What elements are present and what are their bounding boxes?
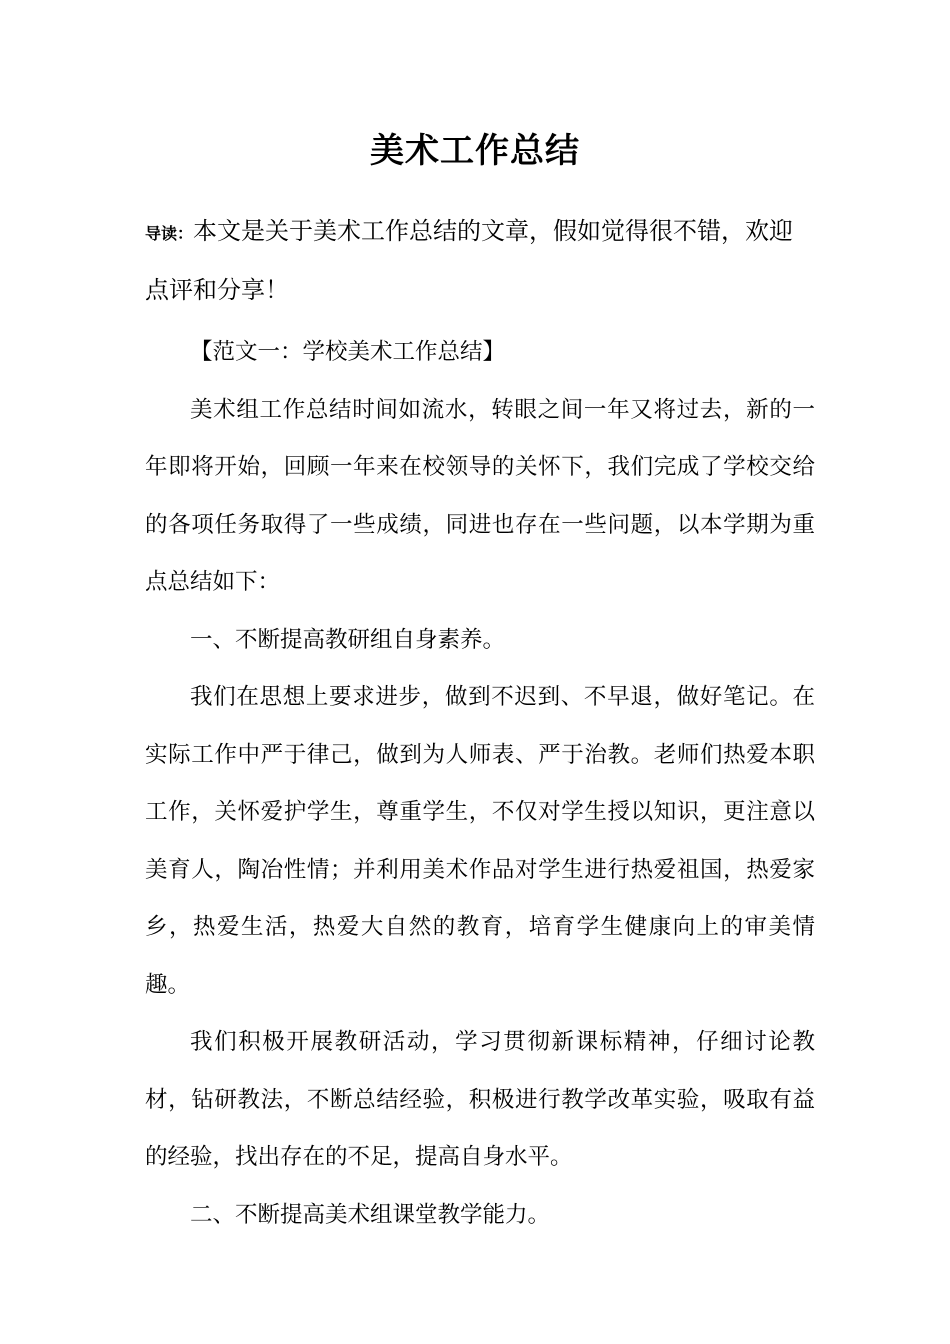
body-paragraph: 我们在思想上要求进步，做到不迟到、不早退，做好笔记。在实际工作中严于律己，做到为人师表、严于治教。老师们热爱本职工作，关怀爱护学生，尊重学生，不仅对学生授以知识，更注意以美育人，陶冶性情；并利用美术作品对学生进行热爱祖国，热爱家乡，热爱生活，热爱大自然的教育，培育学生健康向上的审美情趣。 <box>145 684 815 998</box>
document-title: 美术工作总结 <box>370 131 580 171</box>
body-paragraph: 美术组工作总结时间如流水，转眼之间一年又将过去，新的一年即将开始，回顾一年来在校领导的关怀下，我们完成了学校交给的各项任务取得了一些成绩，同进也存在一些问题，以本学期为重点总结如下： <box>145 396 815 595</box>
intro-text: 本文是关于美术工作总结的文章，假如觉得很不错，欢迎点评和分享！ <box>145 217 794 304</box>
section-heading-two: 二、不断提高美术组课堂教学能力。 <box>190 1201 551 1228</box>
section-heading-one: 一、不断提高教研组自身素养。 <box>190 626 506 653</box>
intro-label: 导读： <box>145 224 194 243</box>
document-body <box>145 324 815 1244</box>
body-paragraph: 我们积极开展教研活动，学习贯彻新课标精神，仔细讨论教材，钻研教法，不断总结经验，积极进行教学改革实验，吸取有益的经验，找出存在的不足，提高自身水平。 <box>145 1029 815 1170</box>
section-heading-sample-one: 【范文一：学校美术工作总结】 <box>190 339 506 365</box>
intro-paragraph <box>145 203 815 318</box>
